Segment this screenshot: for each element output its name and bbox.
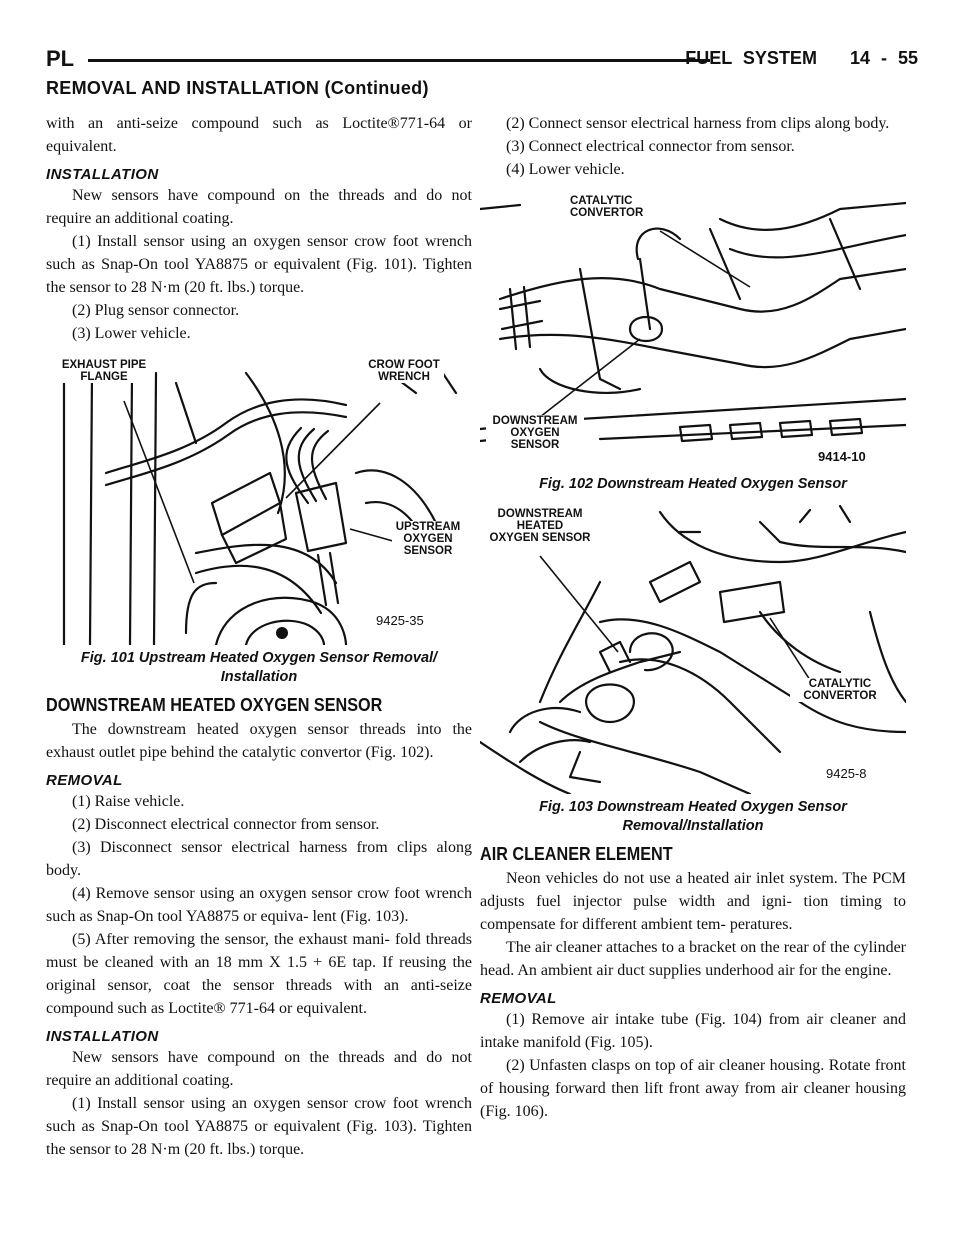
- paragraph: (2) Connect sensor electrical harness from clips along body.: [506, 115, 890, 132]
- figure-103: [480, 502, 906, 794]
- right-column: [480, 112, 906, 1123]
- fig101-illustration: [46, 353, 472, 645]
- fig102-label-downstream-oxygen-sensor: DOWNSTREAM OXYGEN SENSOR: [486, 415, 584, 451]
- air-cleaner-element-heading: AIR CLEANER ELEMENT: [480, 844, 673, 864]
- figure-101: [46, 353, 472, 645]
- paragraph: (3) Disconnect sensor electrical harness from clips along body.: [46, 839, 472, 879]
- header-manual-code: PL: [46, 46, 75, 71]
- fig103-caption: Fig. 103 Downstream Heated Oxygen Sensor Removal/Installation: [539, 799, 847, 834]
- paragraph: (4) Lower vehicle.: [506, 161, 625, 178]
- header-section: FUEL SYSTEM: [685, 48, 817, 68]
- fig101-label-exhaust-pipe-flange: EXHAUST PIPE FLANGE: [56, 359, 152, 383]
- paragraph: (4) Remove sensor using an oxygen sensor crow foot wrench such as Snap-On tool YA8875 or equiva- lent (Fig. 103).: [46, 885, 472, 925]
- paragraph: (2) Unfasten clasps on top of air cleaner housing. Rotate front of housing forward then lift front away from air cleaner housing (Fig. 106).: [480, 1057, 906, 1120]
- figure-102: [480, 189, 906, 471]
- header-section-page: [685, 48, 918, 69]
- fig101-caption: Fig. 101 Upstream Heated Oxygen Sensor Removal/ Installation: [80, 650, 438, 685]
- paragraph: Neon vehicles do not use a heated air inlet system. The PCM adjusts fuel injector pulse width and igni- tion timing to compensate for different ambient tem- peratures.: [480, 870, 906, 933]
- left-column: [46, 112, 472, 1161]
- paragraph: (1) Remove air intake tube (Fig. 104) from air cleaner and intake manifold (Fig. 105).: [480, 1011, 906, 1051]
- fig103-label-downstream-heated-oxygen-sensor: DOWNSTREAM HEATED OXYGEN SENSOR: [484, 508, 596, 544]
- header-rule: [88, 59, 710, 62]
- paragraph: The air cleaner attaches to a bracket on the rear of the cylinder head. An ambient air duct supplies underhood air for the engine.: [480, 939, 906, 979]
- paragraph: New sensors have compound on the threads and do not require an additional coating.: [46, 187, 472, 227]
- fig101-label-upstream-oxygen-sensor: UPSTREAM OXYGEN SENSOR: [392, 521, 464, 557]
- fig101-figure-code: 9425-35: [376, 613, 424, 628]
- paragraph: (1) Install sensor using an oxygen sensor crow foot wrench such as Snap-On tool YA8875 or equivalent (Fig. 103). Tighten the sensor to 28 N·m (20 ft. lbs.) torque.: [46, 1095, 472, 1158]
- paragraph: (3) Lower vehicle.: [72, 325, 191, 342]
- fig102-caption: Fig. 102 Downstream Heated Oxygen Sensor: [539, 476, 847, 492]
- fig103-figure-code: 9425-8: [826, 766, 867, 781]
- fig102-figure-code: 9414-10: [818, 449, 866, 464]
- paragraph: (5) After removing the sensor, the exhaust mani- fold threads must be cleaned with an 18 mm X 1.5 + 6E tap. If reusing the original sensor, coat the sensor threads with an anti-seize compound such as Loctite® 771-64 or equivalent.: [46, 931, 472, 1017]
- fig103-label-catalytic-convertor: CATALYTIC CONVERTOR: [790, 678, 890, 702]
- removal-heading: REMOVAL: [46, 772, 123, 789]
- installation-heading: INSTALLATION: [46, 1028, 159, 1045]
- page-header: [46, 44, 918, 74]
- paragraph: (2) Plug sensor connector.: [72, 302, 240, 319]
- paragraph: (3) Connect electrical connector from sensor.: [506, 138, 795, 155]
- fig103-illustration: [480, 502, 906, 794]
- paragraph: with an anti-seize compound such as Loctite®771-64 or equivalent.: [46, 115, 472, 155]
- paragraph: (1) Install sensor using an oxygen sensor crow foot wrench such as Snap-On tool YA8875 or equivalent (Fig. 101). Tighten the sensor to 28 N·m (20 ft. lbs.) torque.: [46, 233, 472, 296]
- paragraph: (1) Raise vehicle.: [72, 793, 185, 810]
- header-page-number: 14 - 55: [849, 48, 918, 68]
- installation-heading: INSTALLATION: [46, 166, 159, 183]
- paragraph: (2) Disconnect electrical connector from sensor.: [72, 816, 380, 833]
- fig102-label-catalytic-convertor: CATALYTIC CONVERTOR: [570, 195, 666, 219]
- subheader: REMOVAL AND INSTALLATION (Continued): [46, 78, 429, 98]
- downstream-sensor-heading: DOWNSTREAM HEATED OXYGEN SENSOR: [46, 695, 383, 715]
- fig101-label-crow-foot-wrench: CROW FOOT WRENCH: [364, 359, 444, 383]
- paragraph: New sensors have compound on the threads and do not require an additional coating.: [46, 1049, 472, 1089]
- paragraph: The downstream heated oxygen sensor threads into the exhaust outlet pipe behind the catalytic convertor (Fig. 102).: [46, 721, 472, 761]
- removal-heading: REMOVAL: [480, 990, 557, 1007]
